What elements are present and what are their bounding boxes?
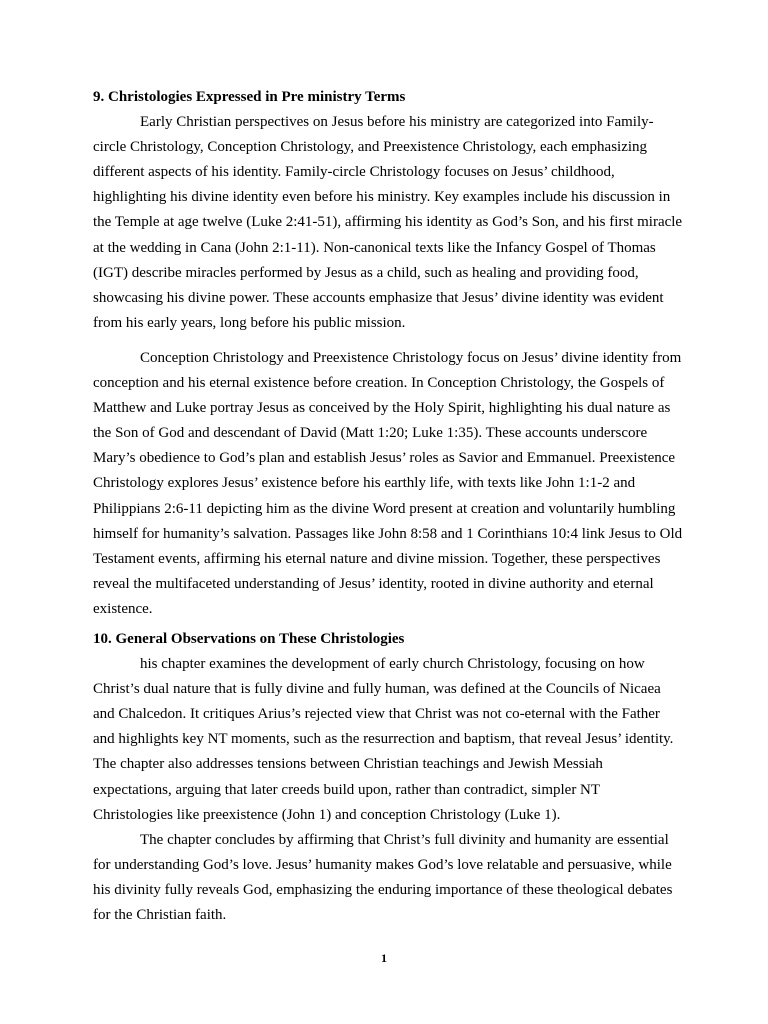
page-number: 1: [381, 951, 387, 965]
section-heading-10: 10. General Observations on These Christologies: [93, 630, 405, 647]
document-body: [93, 85, 683, 928]
paragraph: his chapter examines the development of early church Christology, focusing on how Christ’s dual nature that is fully divine and fully human, was defined at the Councils of Nicaea and Chalcedon. It critiques Arius’s rejected view that Christ was not co-eternal with the Father and highlights key NT moments, such as the resurrection and baptism, that reveal Jesus’ identity. The chapter also addresses tensions between Christian teachings and Jewish Messiah expectations, arguing that later creeds build upon, rather than contradict, simpler NT Christologies like preexistence (John 1) and conception Christology (Luke 1).: [93, 656, 674, 823]
paragraph: The chapter concludes by affirming that Christ’s full divinity and humanity are essential for understanding God’s love. Jesus’ humanity makes God’s love relatable and persuasive, while his divinity fully reveals God, emphasizing the enduring importance of these theological debates for the Christian faith.: [93, 831, 673, 923]
paragraph: Conception Christology and Preexistence Christology focus on Jesus’ divine identity from conception and his eternal existence before creation. In Conception Christology, the Gospels of Matthew and Luke portray Jesus as conceived by the Holy Spirit, highlighting his dual nature as the Son of God and descendant of David (Matt 1:20; Luke 1:35). These accounts underscore Mary’s obedience to God’s plan and establish Jesus’ roles as Savior and Emmanuel. Preexistence Christology explores Jesus’ existence before his earthly life, with texts like John 1:1-2 and Philippians 2:6-11 depicting him as the divine Word present at creation and voluntarily humbling himself for humanity’s salvation. Passages like John 8:58 and 1 Corinthians 10:4 link Jesus to Old Testament events, affirming his eternal nature and divine mission. Together, these perspectives reveal the multifaceted understanding of Jesus’ identity, rooted in divine authority and eternal existence.: [93, 349, 683, 617]
paragraph: Early Christian perspectives on Jesus before his ministry are categorized into Family-circle Christology, Conception Christology, and Preexistence Christology, each emphasizing different aspects of his identity. Family-circle Christology focuses on Jesus’ childhood, highlighting his divine identity even before his ministry. Key examples include his discussion in the Temple at age twelve (Luke 2:41-51), affirming his identity as God’s Son, and his first miracle at the wedding in Cana (John 2:1-11). Non-canonical texts like the Infancy Gospel of Thomas (IGT) describe miracles performed by Jesus as a child, such as healing and providing food, showcasing his divine power. These accounts emphasize that Jesus’ divine identity was evident from his early years, long before his public mission.: [93, 114, 683, 331]
section-heading-9: 9. Christologies Expressed in Pre ministry Terms: [93, 89, 406, 105]
